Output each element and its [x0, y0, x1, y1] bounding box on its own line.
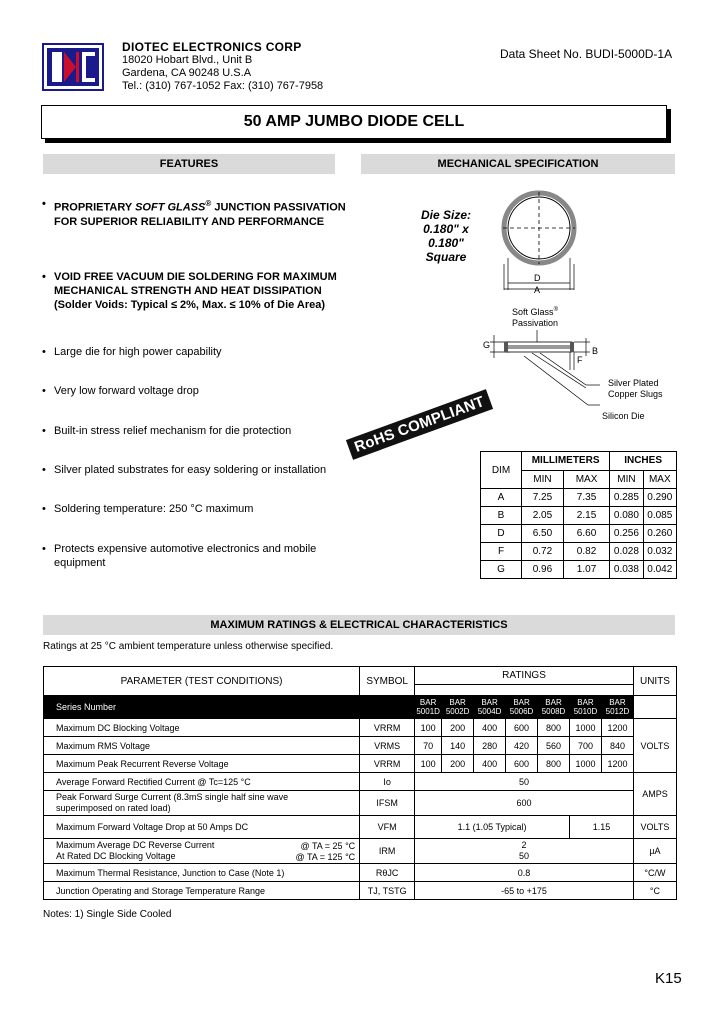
feature-text: Soldering temperature: 250 °C maximum — [54, 503, 254, 515]
min-header: MIN — [522, 470, 564, 489]
series-number: BAR 5002D — [442, 696, 474, 719]
value-cell: 0.8 — [415, 864, 634, 882]
bullet-icon: • — [42, 198, 46, 210]
bullet-icon: • — [42, 464, 46, 476]
bullet-icon: • — [42, 503, 46, 515]
value-cell: 600 — [506, 755, 538, 773]
ratings-table — [43, 666, 677, 900]
value-cell: 560 — [538, 737, 570, 755]
table-cell: 0.72 — [522, 543, 564, 561]
feature-text: VOID FREE VACUUM DIE SOLDERING FOR MAXIMUM MECHANICAL STRENGTH AND HEAT DISSIPATION (Solder Voids: Typical ≤ 2%, Max. ≤ 10% of Die Area) — [54, 271, 337, 311]
table-row — [44, 737, 677, 755]
bullet-icon: • — [42, 271, 46, 283]
table-cell: 0.032 — [643, 543, 676, 561]
table-cell: 6.50 — [522, 525, 564, 543]
feature-item — [42, 384, 362, 398]
symbol-cell: VRMS — [360, 737, 415, 755]
value-cell: 200 — [442, 755, 474, 773]
value-cell: 600 — [415, 791, 634, 816]
table-cell: 0.290 — [643, 489, 676, 507]
param-cell: Maximum Thermal Resistance, Junction to Case (Note 1) — [44, 864, 360, 882]
table-cell: 0.82 — [563, 543, 609, 561]
symbol-cell: VRRM — [360, 755, 415, 773]
units-header: UNITS — [633, 667, 676, 696]
symbol-cell: Io — [360, 773, 415, 791]
table-row — [481, 543, 677, 561]
feature-text: Very low forward voltage drop — [54, 385, 199, 397]
table-cell: 0.285 — [610, 489, 643, 507]
table-cell: 1.07 — [563, 561, 609, 579]
param-cell: Peak Forward Surge Current (8.3mS single half sine wave superimposed on rated load) — [44, 791, 360, 816]
features-heading: FEATURES — [43, 154, 335, 174]
table-cell: B — [481, 507, 522, 525]
notes: Notes: 1) Single Side Cooled — [43, 909, 172, 920]
bullet-icon: • — [42, 346, 46, 358]
table-cell: 0.080 — [610, 507, 643, 525]
silver-plated-label: Silver Plated Copper Slugs — [608, 378, 663, 399]
mechanical-heading: MECHANICAL SPECIFICATION — [361, 154, 675, 174]
inches-header: INCHES — [610, 452, 677, 471]
series-label: Series Number — [44, 696, 360, 719]
max-header: MAX — [643, 470, 676, 489]
condition-text: @ TA = 25 °C @ TA = 125 °C — [295, 841, 356, 862]
ratings-note: Ratings at 25 °C ambient temperature unless otherwise specified. — [43, 641, 334, 652]
table-cell: 0.256 — [610, 525, 643, 543]
feature-item — [42, 270, 362, 312]
table-cell: 7.35 — [563, 489, 609, 507]
unit-cell: °C/W — [633, 864, 676, 882]
table-cell: 6.60 — [563, 525, 609, 543]
unit-cell: °C — [633, 882, 676, 900]
table-cell: 0.028 — [610, 543, 643, 561]
value-cell: 2 50 — [415, 839, 634, 864]
value-cell: 100 — [415, 719, 442, 737]
table-cell: 0.085 — [643, 507, 676, 525]
mm-header: MILLIMETERS — [522, 452, 610, 471]
feature-text: Built-in stress relief mechanism for die protection — [54, 425, 292, 437]
phone-fax: Tel.: (310) 767-1052 Fax: (310) 767-7958 — [122, 80, 324, 92]
symbol-cell: VRRM — [360, 719, 415, 737]
bullet-icon: • — [42, 385, 46, 397]
ratings-header: RATINGS — [415, 667, 634, 685]
feature-text: Silver plated substrates for easy soldering or installation — [54, 464, 327, 476]
table-cell: 0.96 — [522, 561, 564, 579]
value-cell: 1.1 (1.05 Typical) — [415, 816, 570, 839]
silicon-die-label: Silicon Die — [602, 411, 645, 421]
feature-item — [42, 542, 342, 570]
param-cell: Maximum Average DC Reverse Current At Rated DC Blocking Voltage @ TA = 25 °C @ TA = 125 °C — [44, 839, 360, 864]
table-row — [44, 864, 677, 882]
series-number: BAR 5006D — [506, 696, 538, 719]
param-cell: Maximum DC Blocking Voltage — [44, 719, 360, 737]
company-name: DIOTEC ELECTRONICS CORP — [122, 40, 302, 54]
table-row — [481, 561, 677, 579]
series-number: BAR 5001D — [415, 696, 442, 719]
dim-label-a: A — [534, 285, 541, 295]
datasheet-number: Data Sheet No. BUDI-5000D-1A — [500, 47, 673, 61]
die-size-label: Die Size: 0.180" x 0.180" Square — [420, 208, 471, 264]
dimensions-table — [480, 451, 677, 579]
bullet-icon: • — [42, 543, 46, 555]
value-cell: 200 — [442, 719, 474, 737]
param-cell: Maximum Forward Voltage Drop at 50 Amps DC — [44, 816, 360, 839]
table-cell: F — [481, 543, 522, 561]
table-cell: 2.05 — [522, 507, 564, 525]
value-cell: 400 — [474, 719, 506, 737]
series-number: BAR 5004D — [474, 696, 506, 719]
table-row — [44, 791, 677, 816]
feature-item — [42, 463, 362, 477]
table-row — [44, 839, 677, 864]
symbol-cell: IRM — [360, 839, 415, 864]
value-cell: 280 — [474, 737, 506, 755]
dim-header: DIM — [481, 452, 522, 489]
param-header: PARAMETER (TEST CONDITIONS) — [44, 667, 360, 696]
series-number: BAR 5012D — [601, 696, 633, 719]
value-cell: 1200 — [601, 719, 633, 737]
value-cell: 400 — [474, 755, 506, 773]
series-number: BAR 5010D — [570, 696, 602, 719]
value-cell: 1000 — [570, 719, 602, 737]
company-info — [122, 41, 323, 93]
dim-label-b: B — [592, 346, 599, 356]
unit-cell: VOLTS — [633, 816, 676, 839]
param-cell: Junction Operating and Storage Temperature Range — [44, 882, 360, 900]
table-cell: 0.038 — [610, 561, 643, 579]
value-cell: 1.15 — [570, 816, 634, 839]
symbol-header: SYMBOL — [360, 667, 415, 696]
value-cell: 1200 — [601, 755, 633, 773]
rohs-badge: RoHS COMPLIANT — [346, 389, 493, 460]
table-cell: D — [481, 525, 522, 543]
value-cell: 800 — [538, 719, 570, 737]
value-cell: 50 — [415, 773, 634, 791]
feature-item — [42, 502, 362, 516]
feature-text: Protects expensive automotive electronics and mobile equipment — [54, 543, 317, 569]
feature-item — [42, 197, 362, 229]
table-cell: 2.15 — [563, 507, 609, 525]
value-cell: 140 — [442, 737, 474, 755]
series-number: BAR 5008D — [538, 696, 570, 719]
param-cell: Maximum RMS Voltage — [44, 737, 360, 755]
symbol-cell: VFM — [360, 816, 415, 839]
dim-label-d: D — [534, 273, 541, 283]
unit-cell: µA — [633, 839, 676, 864]
table-cell: A — [481, 489, 522, 507]
address-line-1: 18020 Hobart Blvd., Unit B — [122, 54, 253, 66]
table-row — [481, 525, 677, 543]
param-cell: Average Forward Rectified Current @ Tc=125 °C — [44, 773, 360, 791]
ratings-heading: MAXIMUM RATINGS & ELECTRICAL CHARACTERISTICS — [43, 615, 675, 635]
value-cell: 100 — [415, 755, 442, 773]
value-cell: 700 — [570, 737, 602, 755]
value-cell: -65 to +175 — [415, 882, 634, 900]
feature-text: PROPRIETARY SOFT GLASS® JUNCTION PASSIVATION FOR SUPERIOR RELIABILITY AND PERFORMANCE — [54, 199, 346, 228]
max-header: MAX — [563, 470, 609, 489]
table-row — [44, 773, 677, 791]
soft-glass-label: Soft Glass® Passivation — [512, 307, 559, 328]
symbol-cell: TJ, TSTG — [360, 882, 415, 900]
symbol-cell: IFSM — [360, 791, 415, 816]
symbol-cell: RθJC — [360, 864, 415, 882]
param-cell: Maximum Peak Recurrent Reverse Voltage — [44, 755, 360, 773]
unit-cell: AMPS — [633, 773, 676, 816]
value-cell: 420 — [506, 737, 538, 755]
table-row — [44, 755, 677, 773]
company-logo — [42, 43, 104, 91]
address-line-2: Gardena, CA 90248 U.S.A — [122, 67, 252, 79]
dim-label-g: G — [483, 340, 491, 350]
bullet-icon: • — [42, 425, 46, 437]
table-cell: G — [481, 561, 522, 579]
unit-cell: VOLTS — [633, 719, 676, 773]
table-row — [44, 816, 677, 839]
table-cell: 0.260 — [643, 525, 676, 543]
value-cell: 800 — [538, 755, 570, 773]
dim-label-f: F — [577, 355, 583, 365]
page-code: K15 — [655, 970, 682, 987]
table-row — [481, 489, 677, 507]
table-cell: 0.042 — [643, 561, 676, 579]
value-cell: 70 — [415, 737, 442, 755]
value-cell: 1000 — [570, 755, 602, 773]
table-row — [44, 719, 677, 737]
feature-text: Large die for high power capability — [54, 346, 222, 358]
feature-item — [42, 345, 362, 359]
table-cell: 7.25 — [522, 489, 564, 507]
feature-item — [42, 424, 362, 438]
page-title: 50 AMP JUMBO DIODE CELL — [41, 105, 667, 139]
value-cell: 840 — [601, 737, 633, 755]
min-header: MIN — [610, 470, 643, 489]
table-row — [481, 507, 677, 525]
value-cell: 600 — [506, 719, 538, 737]
table-row — [44, 882, 677, 900]
